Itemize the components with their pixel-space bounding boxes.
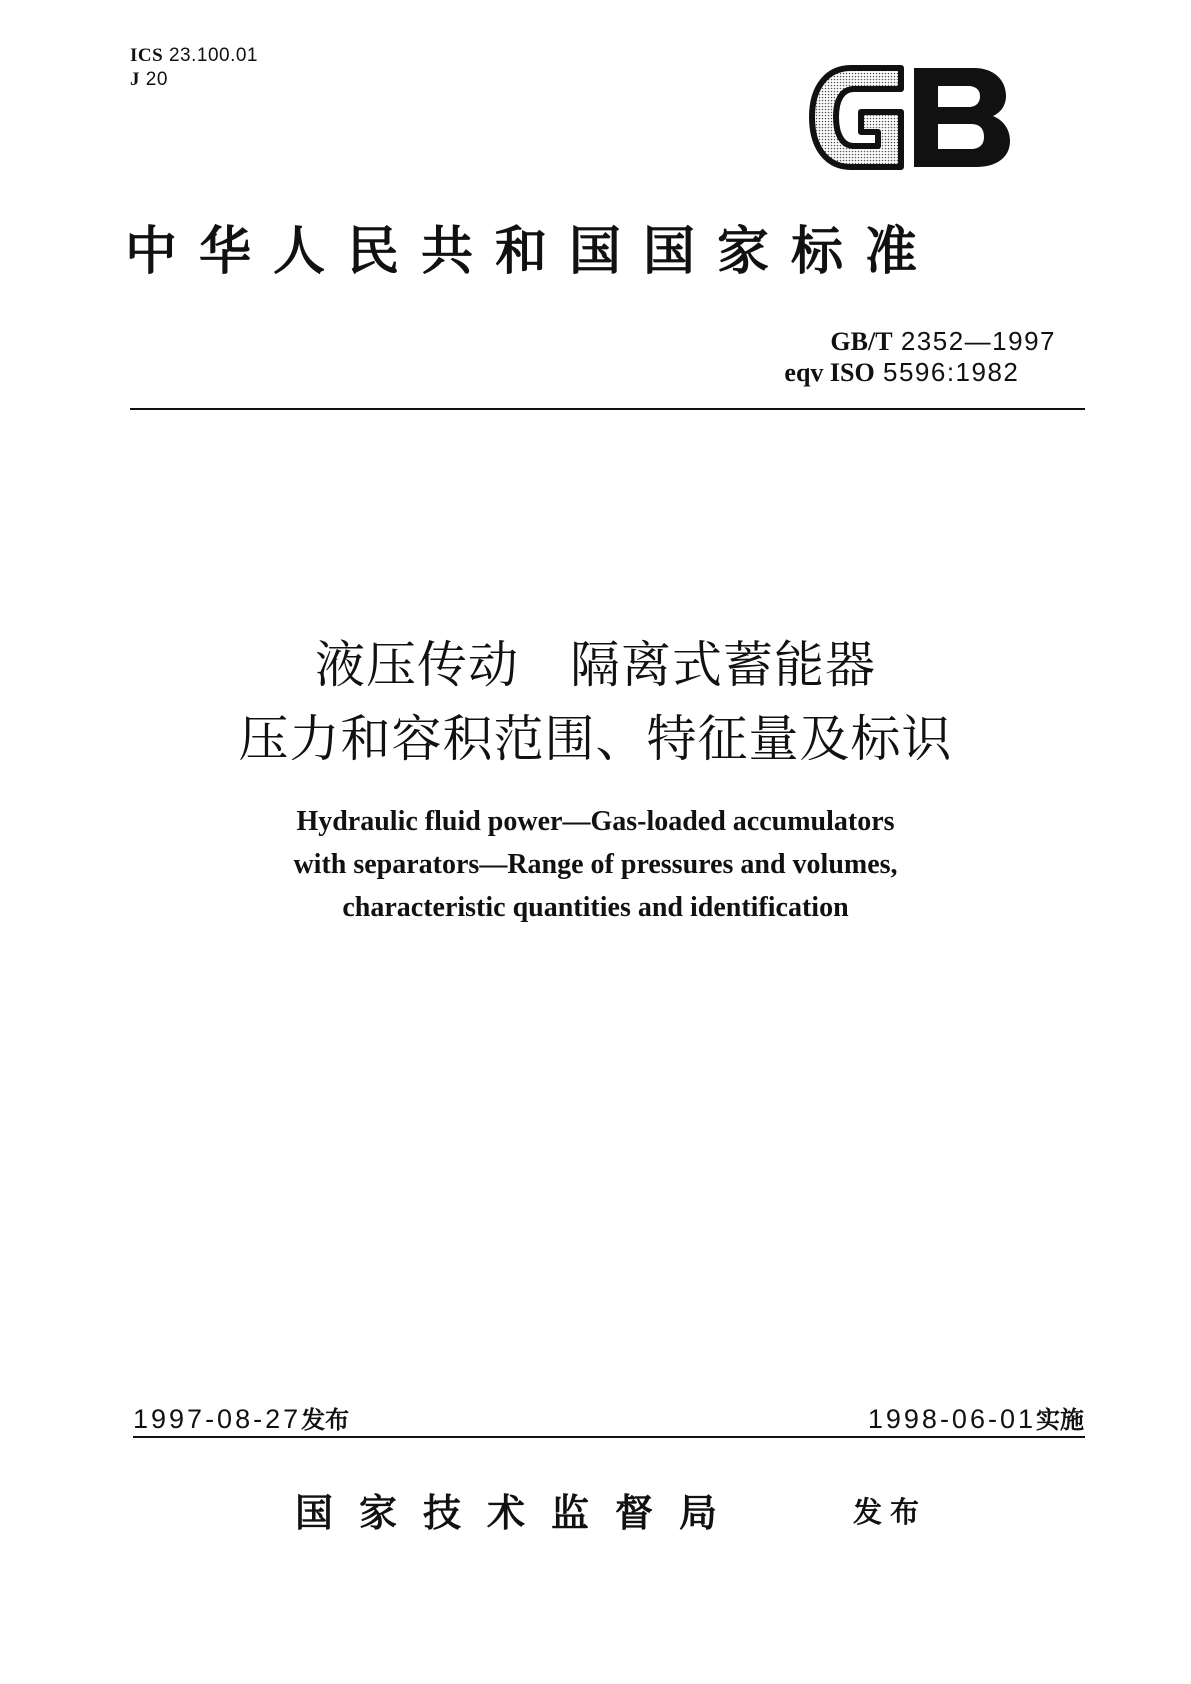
- class-row: [130, 68, 258, 92]
- standard-number-row: [830, 326, 1056, 357]
- class-code: 20: [145, 69, 168, 90]
- chinese-title-line-1: 液压传动 隔离式蓄能器: [315, 636, 876, 694]
- equivalent-label: eqv ISO: [784, 358, 875, 387]
- top-divider: [130, 408, 1085, 410]
- issue-date-value: 1997-08-27: [133, 1404, 302, 1434]
- implementation-date: [868, 1400, 1084, 1435]
- classification-codes: [130, 44, 258, 92]
- standard-code-block: [784, 326, 1056, 388]
- national-standard-title: 中华人民共和国国家标准: [125, 221, 940, 282]
- ics-code: 23.100.01: [168, 45, 258, 66]
- implementation-date-suffix: 实施: [1036, 1406, 1084, 1434]
- equivalent-standard-row: [784, 357, 1056, 388]
- ics-label: ICS: [130, 45, 164, 66]
- english-title-line-2: with separators—Range of pressures and volumes,: [293, 849, 898, 880]
- standard-code-label: GB/T: [830, 327, 893, 356]
- english-title: [0, 800, 1191, 929]
- bottom-divider: [133, 1436, 1085, 1438]
- issuing-action: 发布: [853, 1495, 928, 1529]
- issue-date-suffix: 发布: [301, 1406, 350, 1434]
- class-label: J: [130, 69, 140, 90]
- gb-standard-logo-icon: [806, 60, 1016, 175]
- english-title-line-3: characteristic quantities and identification: [342, 892, 849, 923]
- ics-row: [130, 44, 258, 68]
- issue-date: [133, 1400, 349, 1435]
- issuing-authority: 国家技术监督局: [295, 1490, 744, 1535]
- equivalent-number: 5596:1982: [882, 357, 1020, 387]
- chinese-title-line-2: 压力和容积范围、特征量及标识: [238, 710, 953, 768]
- standard-code-number: 2352—1997: [900, 326, 1056, 356]
- english-title-line-1: Hydraulic fluid power—Gas-loaded accumulators: [296, 806, 895, 837]
- chinese-title: [0, 628, 1191, 776]
- implementation-date-value: 1998-06-01: [867, 1404, 1036, 1434]
